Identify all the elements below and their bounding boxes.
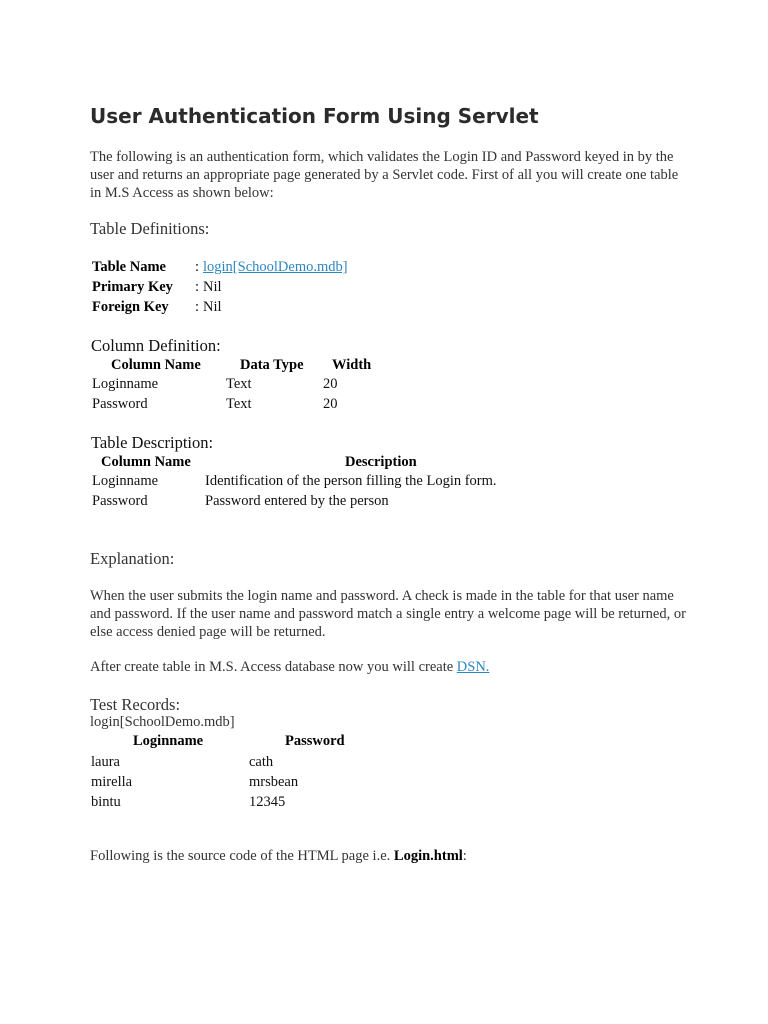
table-cell: 20 <box>323 396 338 412</box>
html-filename: Login.html <box>393 848 463 864</box>
intro-paragraph: The following is an authentication form, which validates the Login ID and Password keyed in by the user and returns an appropriate page generated by a Servlet code. First of all you will create one table in M.S Access as shown below: <box>90 149 679 201</box>
page-title: User Authentication Form Using Servlet <box>90 104 539 128</box>
explanation-paragraph: When the user submits the login name and password. A check is made in the table for that user name and password. If the user name and password match a single entry a welcome page will be returned, or else access denied page will be returned. <box>90 588 686 640</box>
table-cell: Password <box>92 493 148 509</box>
dsn-text: After create table in M.S. Access database now you will create <box>90 659 457 675</box>
column-header: Data Type <box>240 357 304 373</box>
source-code-colon: : <box>462 848 467 864</box>
table-cell: cath <box>249 754 274 770</box>
table-cell: mrsbean <box>249 774 299 790</box>
primary-key-separator: : <box>195 279 200 295</box>
test-records-table-name: login[SchoolDemo.mdb] <box>90 714 235 730</box>
table-description-heading: Table Description: <box>91 433 214 452</box>
table-cell: Text <box>226 376 252 392</box>
table-cell: 12345 <box>249 794 286 810</box>
dsn-paragraph <box>90 659 489 676</box>
column-header: Password <box>285 733 345 749</box>
table-definitions-heading: Table Definitions: <box>90 219 210 238</box>
test-records-heading: Test Records: <box>90 695 181 714</box>
source-code-text: Following is the source code of the HTML page i.e. <box>90 848 394 864</box>
table-cell: Loginname <box>92 473 159 489</box>
source-code-paragraph <box>90 848 467 865</box>
column-header: Column Name <box>111 357 201 373</box>
primary-key-value: Nil <box>203 279 222 295</box>
primary-key-label: Primary Key <box>92 279 173 295</box>
foreign-key-label: Foreign Key <box>92 299 169 315</box>
table-name-link[interactable]: login[SchoolDemo.mdb] <box>203 259 348 275</box>
foreign-key-separator: : <box>195 299 200 315</box>
column-header: Column Name <box>101 454 191 470</box>
table-cell: Loginname <box>92 376 159 392</box>
table-cell: 20 <box>323 376 338 392</box>
table-cell: Password entered by the person <box>205 493 389 509</box>
column-header: Loginname <box>133 733 204 749</box>
foreign-key-value: Nil <box>203 299 222 315</box>
table-cell: Identification of the person filling the Login form. <box>205 473 497 489</box>
column-definition-heading: Column Definition: <box>91 336 221 355</box>
table-cell: mirella <box>91 774 133 790</box>
table-cell: Text <box>226 396 252 412</box>
explanation-heading: Explanation: <box>90 549 175 568</box>
table-cell: bintu <box>91 794 121 810</box>
table-name-separator: : <box>195 259 200 275</box>
table-name-label: Table Name <box>92 259 166 275</box>
column-header: Width <box>332 357 372 373</box>
table-cell: Password <box>92 396 148 412</box>
dsn-link[interactable]: DSN. <box>456 659 490 675</box>
table-cell: laura <box>91 754 120 770</box>
column-header: Description <box>345 454 417 470</box>
